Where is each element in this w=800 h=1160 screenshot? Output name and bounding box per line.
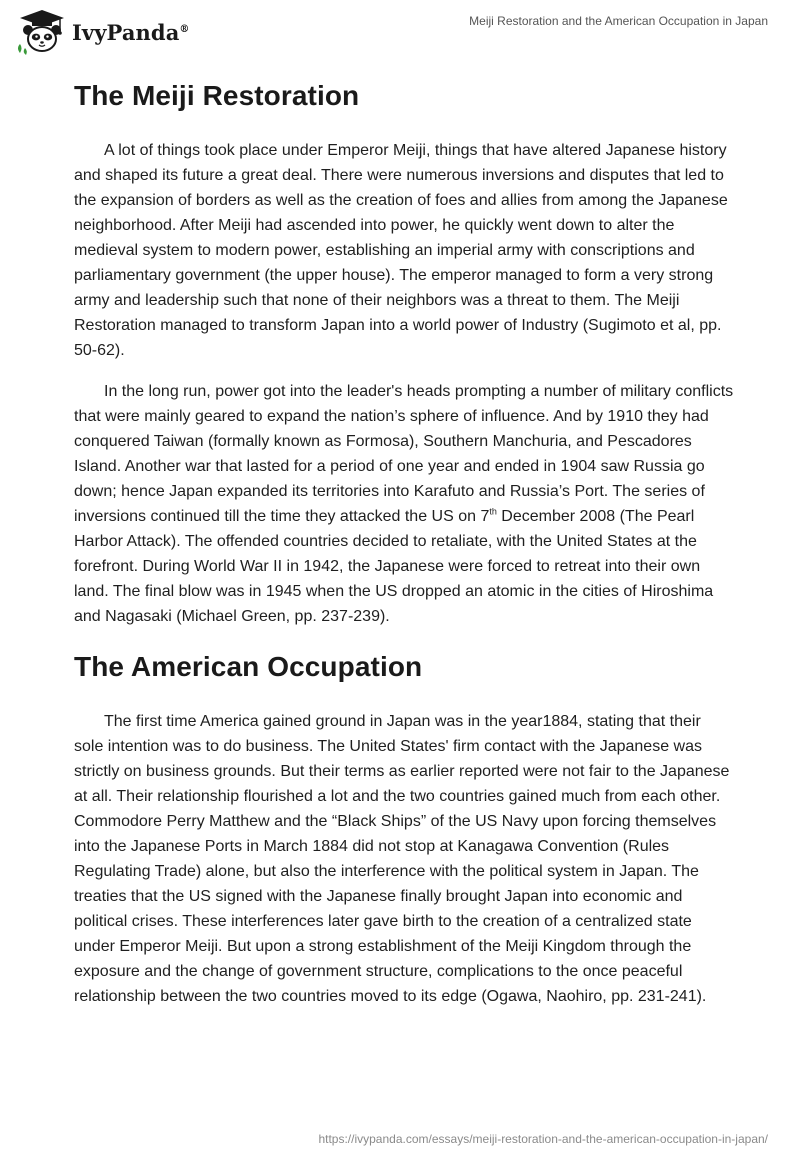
panda-graduate-icon xyxy=(14,8,70,56)
logo-wordmark: IvyPanda® xyxy=(72,19,190,45)
paragraph: In the long run, power got into the leader's heads prompting a number of military conflicts that were mainly geared to expand the nation’s sphere of influence. And by 1910 they had conquered Taiwan (formally known as Formosa), Southern Manchuria, and Pescadores Island. Another war that lasted for a period of one year and ended in 1904 saw Russia go down; hence Japan expanded its territories into Karafuto and Russia’s Port. The series of inversions continued till the time they attacked the US on 7th December 2008 (The Pearl Harbor Attack). The offended countries decided to retaliate, with the United States at the forefront. During World War II in 1942, the Japanese were forced to retreat into their own land. The final blow was in 1945 when the US dropped an atomic in the cities of Hiroshima and Nagasaki (Michael Green, pp. 237-239). xyxy=(74,383,734,625)
page-header xyxy=(0,0,800,62)
essay-body xyxy=(74,70,734,1009)
document-title: Meiji Restoration and the American Occupation in Japan xyxy=(469,14,768,28)
ordinal-superscript: th xyxy=(489,506,497,517)
section-heading-american-occupation: The American Occupation xyxy=(74,651,423,682)
section-heading-meiji-restoration: The Meiji Restoration xyxy=(74,80,360,111)
ivypanda-logo[interactable] xyxy=(14,8,190,56)
paragraph: A lot of things took place under Emperor Meiji, things that have altered Japanese history and shaped its future a great deal. There were numerous inversions and disputes that led to the expansion of borders as well as the creation of foes and allies from among the Japanese neighborhood. After Meiji had ascended into power, he quickly went down to alter the medieval system to modern power, establishing an imperial army with conscriptions and parliamentary government (the upper house). The emperor managed to form a very strong army and leadership such that none of their neighbors was a threat to them. The Meiji Restoration managed to transform Japan into a world power of Industry (Sugimoto et al, pp. 50-62). xyxy=(74,142,728,359)
paragraph: The first time America gained ground in Japan was in the year1884, stating that their sole intention was to do business. The United States' firm contact with the Japanese was strictly on business grounds. But their terms as earlier reported were not fair to the Japanese at all. Their relationship flourished a lot and the two countries gained much from each other. Commodore Perry Matthew and the “Black Ships” of the US Navy upon forcing themselves into the Japanese Ports in March 1884 did not stop at Kanagawa Convention (Rules Regulating Trade) alone, but also the interference with the political system in Japan. The treaties that the US signed with the Japanese finally brought Japan into economic and political crises. These interferences later gave birth to the creation of a centralized state under Emperor Meiji. But upon a strong establishment of the Meiji Kingdom through the exposure and the change of government structure, complications to the once peaceful relationship between the two countries moved to its edge (Ogawa, Naohiro, pp. 231-241). xyxy=(74,713,730,1005)
source-url[interactable]: https://ivypanda.com/essays/meiji-restoration-and-the-american-occupation-in-japan/ xyxy=(318,1132,768,1146)
